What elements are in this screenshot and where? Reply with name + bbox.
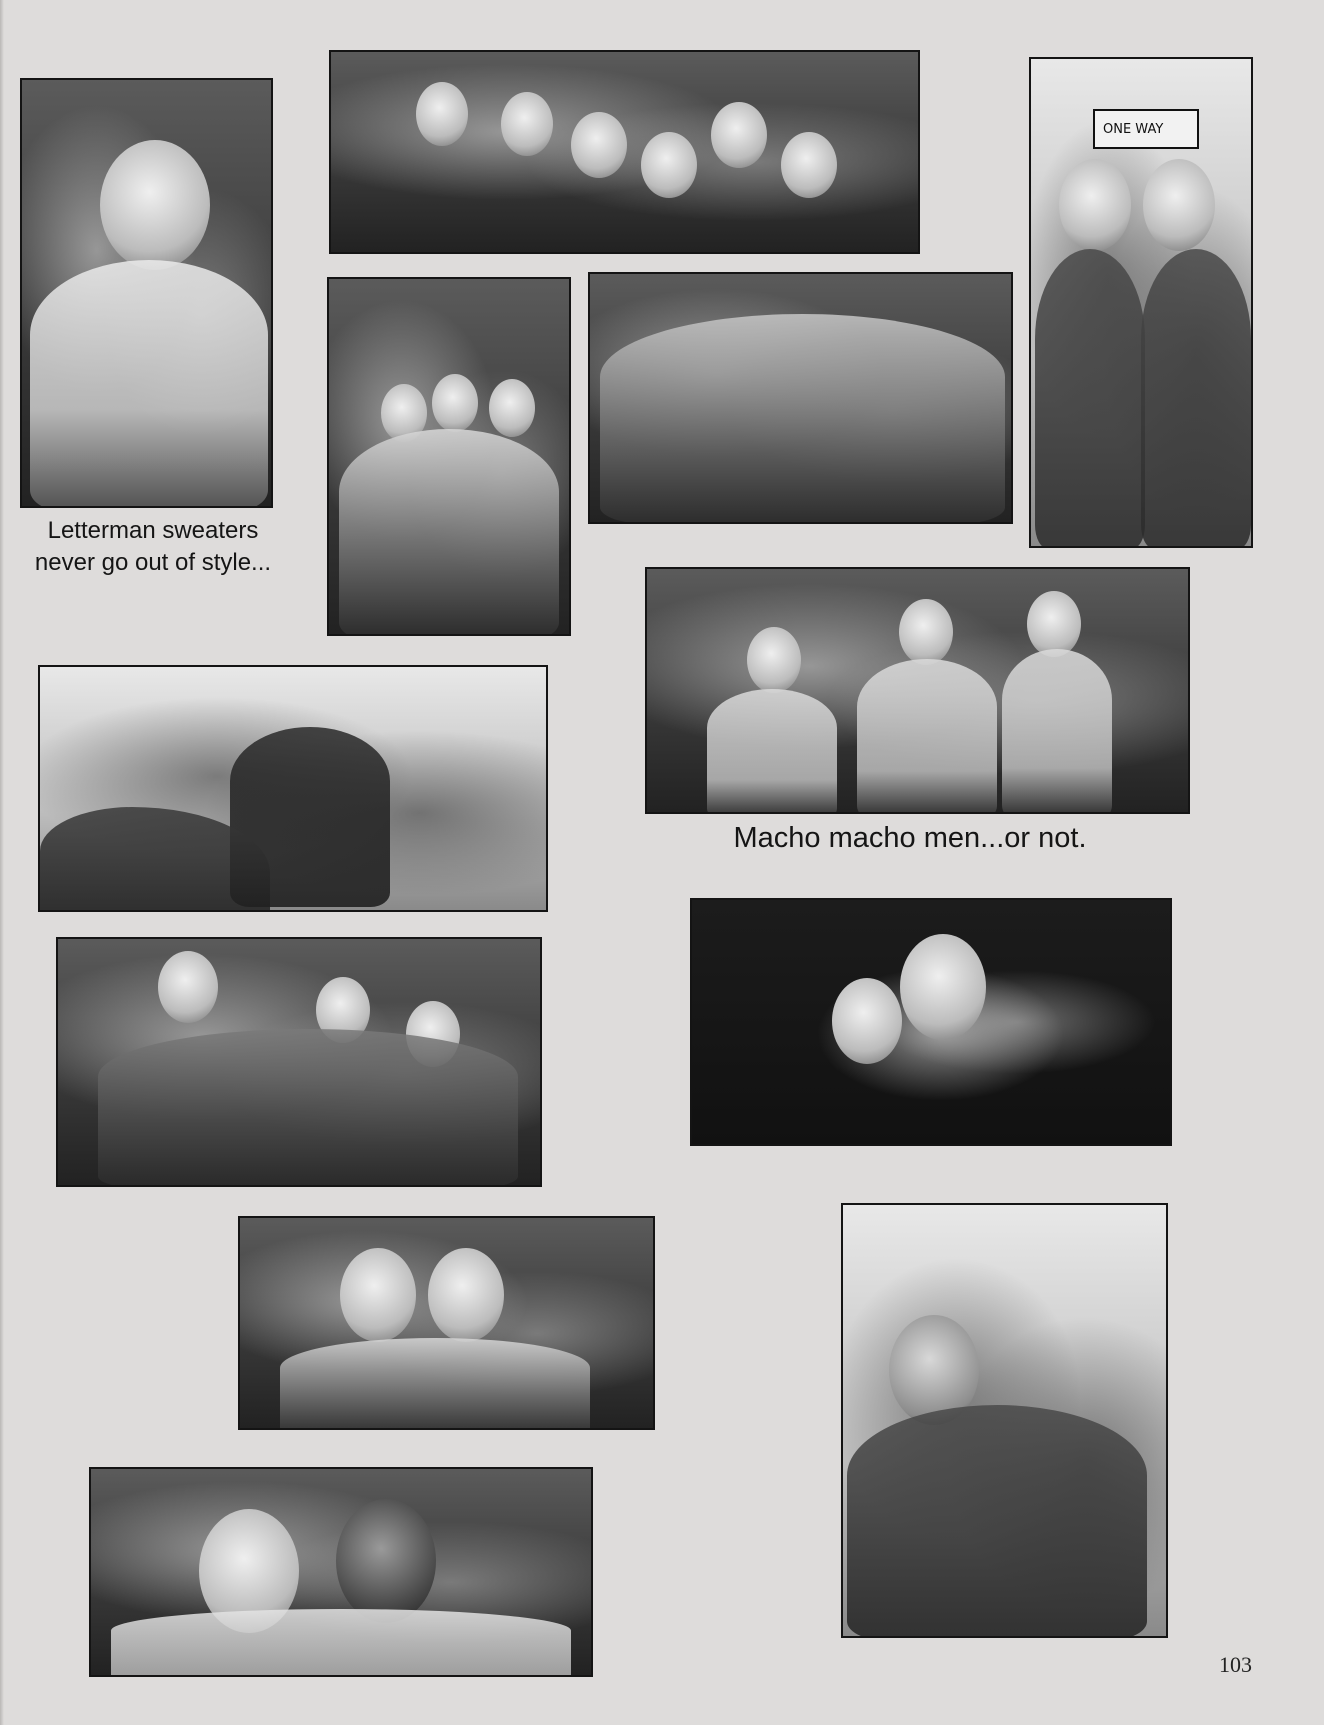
scan-edge [0, 0, 4, 1725]
face [158, 951, 218, 1023]
photo-girls-group-outdoor [329, 50, 920, 254]
figure [600, 314, 1005, 524]
photo-teacher-whiteboard [841, 1203, 1168, 1638]
photo-letterman-boy [20, 78, 273, 508]
photo-three-guys-flexing [645, 567, 1190, 814]
face [340, 1248, 416, 1342]
face [1059, 159, 1131, 251]
photo-two-girls-smiling [238, 1216, 655, 1430]
figure [339, 429, 559, 636]
photo-skier [38, 665, 548, 912]
photo-austin-prep-girls [1029, 57, 1253, 548]
face [832, 978, 902, 1064]
face [336, 1499, 436, 1623]
figure [1002, 649, 1112, 814]
face [416, 82, 468, 146]
face [428, 1248, 504, 1342]
figure [857, 659, 997, 814]
caption-macho-men: Macho macho men...or not. [733, 822, 1087, 854]
face [641, 132, 697, 198]
caption-letterman: Letterman sweaters never go out of style... [34, 517, 272, 576]
figure [280, 1338, 590, 1430]
figure [1035, 249, 1145, 548]
photo-class-group [588, 272, 1013, 524]
photo-two-students-smiling [89, 1467, 593, 1677]
one-way-sign: ONE WAY [1093, 109, 1199, 149]
photo-three-girls-hallway [327, 277, 571, 636]
boy-head [100, 140, 210, 270]
figure [98, 1029, 518, 1187]
face [899, 599, 953, 665]
figure [847, 1405, 1147, 1638]
figure [111, 1609, 571, 1677]
face [571, 112, 627, 178]
face [1027, 591, 1081, 657]
photo-two-girls-night [690, 898, 1172, 1146]
face [501, 92, 553, 156]
face [747, 627, 801, 693]
face [1143, 159, 1215, 251]
face [900, 934, 986, 1040]
boy-sweater [30, 260, 268, 508]
figure [1141, 249, 1251, 548]
face [711, 102, 767, 168]
face [489, 379, 535, 437]
photo-boys-doorway [56, 937, 542, 1187]
page-number: 103 [1219, 1652, 1252, 1677]
face [432, 374, 478, 432]
figure [707, 689, 837, 814]
face [781, 132, 837, 198]
